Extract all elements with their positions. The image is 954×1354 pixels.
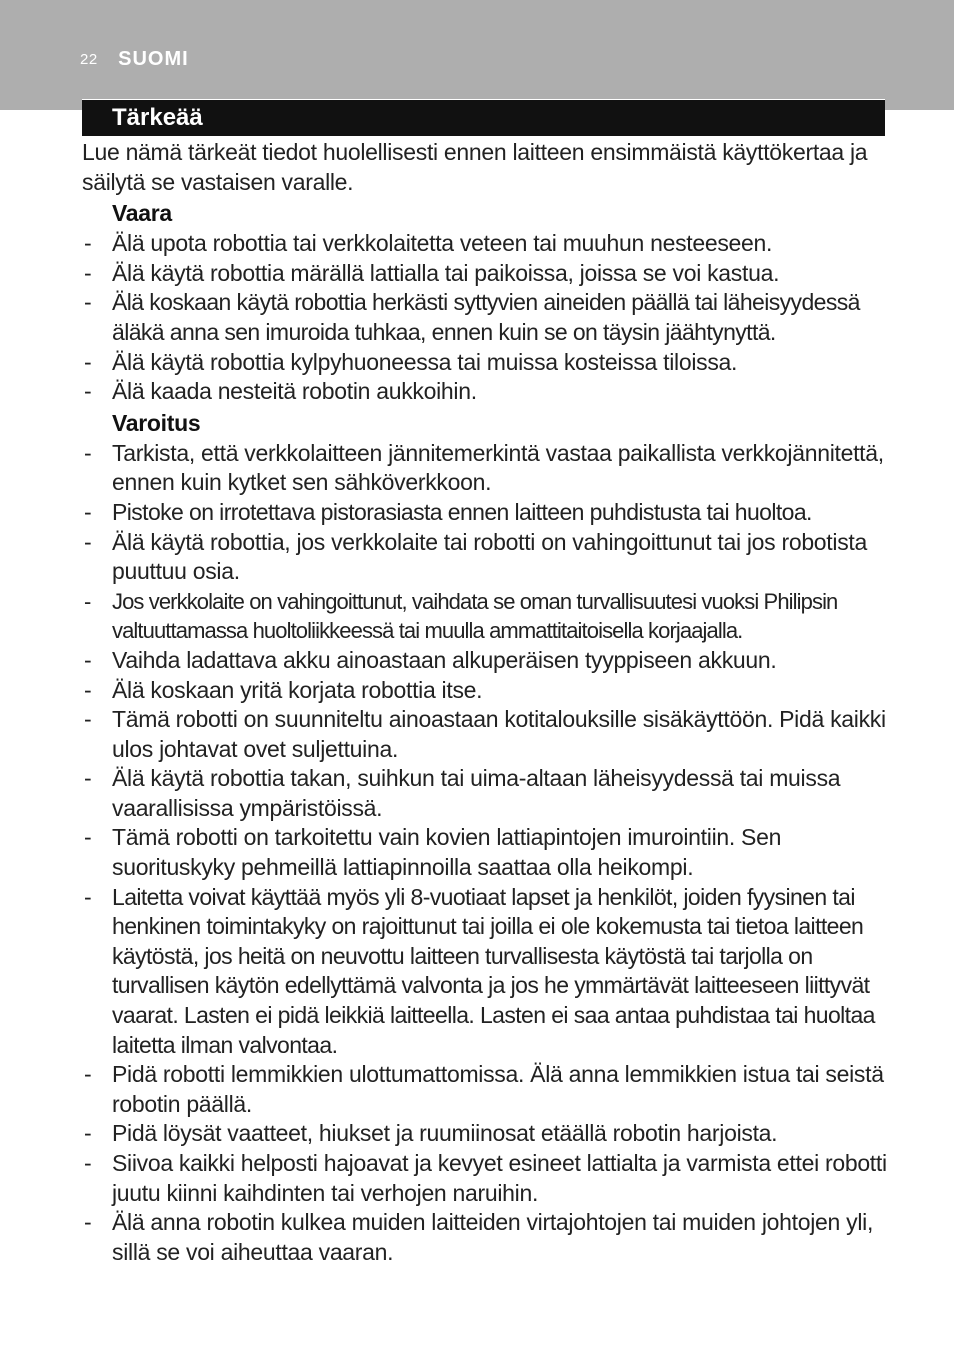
page-number: 22: [80, 51, 98, 68]
danger-item: - Älä upota robottia tai verkkolaitetta veteen tai muuhun nesteeseen.: [82, 229, 888, 259]
danger-item: - Älä käytä robottia märällä lattialla tai paikoissa, joissa se voi kastua.: [82, 259, 888, 289]
document-body: [82, 138, 888, 1267]
warning-item: - Älä koskaan yritä korjata robottia itse.: [82, 676, 888, 706]
warning-item: - Laitetta voivat käyttää myös yli 8-vuotiaat lapset ja henkilöt, joiden fyysinen tai henkinen toimintakyky on rajoittunut tai joilla ei ole kokemusta tai tietoa laitteen käytöstä, jos heitä on neuvottu laitteen turvallisesta käytöstä tai tarjolla on turvallisen käytön edellyttämä valvonta ja jos he ymmärtävät laitteeseen liittyvät vaarat. Lasten ei pidä leikkiä laitteella. Lasten ei saa antaa puhdistaa tai huoltaa laitetta ilman valvontaa.: [82, 883, 888, 1061]
warning-item: - Tämä robotti on suunniteltu ainoastaan kotitalouksille sisäkäyttöön. Pidä kaikki ulos johtavat ovet suljettuina.: [82, 705, 888, 764]
warning-item: - Jos verkkolaite on vahingoittunut, vaihdata se oman turvallisuutesi vuoksi Philipsin valtuuttamassa huoltoliikkeessä tai muulla ammattitaitoisella korjaajalla.: [82, 587, 888, 646]
page-header: [80, 48, 189, 71]
warning-heading: Varoitus: [112, 409, 201, 436]
warning-item: - Pidä löysät vaatteet, hiukset ja ruumiinosat etäällä robotin harjoista.: [82, 1119, 888, 1149]
warning-item: - Pidä robotti lemmikkien ulottumattomissa. Älä anna lemmikkien istua tai seistä robotin päällä.: [82, 1060, 888, 1119]
danger-heading: Vaara: [112, 200, 172, 227]
warning-list: [82, 439, 888, 1268]
warning-item: - Vaihda ladattava akku ainoastaan alkuperäisen tyyppiseen akkuun.: [82, 646, 888, 676]
language-label: SUOMI: [118, 48, 189, 70]
warning-item: - Tämä robotti on tarkoitettu vain kovien lattiapintojen imurointiin. Sen suorituskyky pehmeillä lattiapinnoilla saattaa olla heikompi.: [82, 823, 888, 882]
warning-item: - Pistoke on irrotettava pistorasiasta ennen laitteen puhdistusta tai huoltoa.: [82, 498, 888, 528]
danger-item: - Älä koskaan käytä robottia herkästi syttyvien aineiden päällä tai läheisyydessä äläkä anna sen imuroida tuhkaa, ennen kuin se on täysin jäähtynyttä.: [82, 288, 888, 347]
section-title: Tärkeää: [112, 104, 203, 131]
warning-item: - Siivoa kaikki helposti hajoavat ja kevyet esineet lattialta ja varmista ettei robotti juutu kiinni kaihdinten tai verhojen naruihin.: [82, 1149, 888, 1208]
danger-list: [82, 229, 888, 407]
danger-item: - Älä kaada nesteitä robotin aukkoihin.: [82, 377, 888, 407]
intro-paragraph: Lue nämä tärkeät tiedot huolellisesti ennen laitteen ensimmäistä käyttökertaa ja säilytä se vastaisen varalle.: [82, 139, 868, 195]
section-title-bar: [82, 99, 885, 136]
warning-item: - Älä anna robotin kulkea muiden laitteiden virtajohtojen tai muiden johtojen yli, sillä se voi aiheuttaa vaaran.: [82, 1208, 888, 1267]
warning-item: - Älä käytä robottia, jos verkkolaite tai robotti on vahingoittunut tai jos robotista puuttuu osia.: [82, 528, 888, 587]
danger-item: - Älä käytä robottia kylpyhuoneessa tai muissa kosteissa tiloissa.: [82, 348, 888, 378]
warning-item: - Älä käytä robottia takan, suihkun tai uima-altaan läheisyydessä tai muissa vaarallisissa ympäristöissä.: [82, 764, 888, 823]
warning-item: - Tarkista, että verkkolaitteen jännitemerkintä vastaa paikallista verkkojännitettä, ennen kuin kytket sen sähköverkkoon.: [82, 439, 888, 498]
